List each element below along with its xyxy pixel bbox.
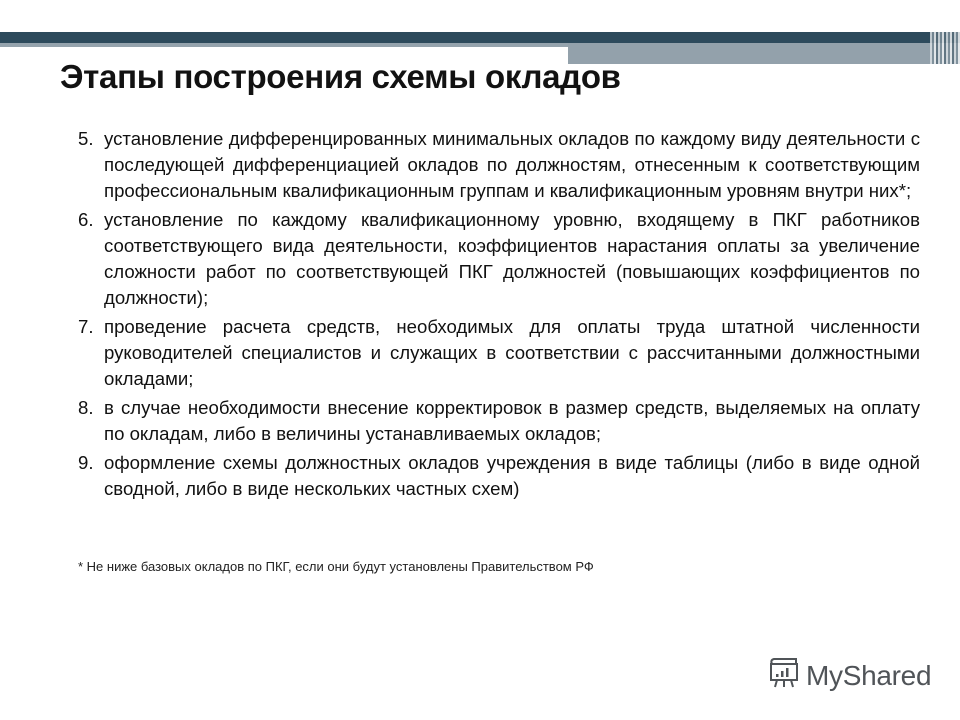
header-bar-thin [0,43,568,47]
item-text: установление дифференцированных минимальных окладов по каждому виду деятельности с последующей дифференциацией окладов по должностям, отнесенным к соответствующим профессиональным квалификационным группам и квалификационным уровням внутри них*; [104,128,920,201]
list-item [78,395,920,447]
item-number: 6. [78,209,94,230]
slide-title: Этапы построения схемы окладов [60,58,621,95]
header-bar-light [568,43,960,64]
item-text: оформление схемы должностных окладов учреждения в виде таблицы (либо в виде одной сводной, либо в виде нескольких частных схем) [104,452,920,499]
item-text: проведение расчета средств, необходимых для оплаты труда штатной численности руководителей специалистов и служащих в соответствии с рассчитанными должностными окладами; [104,316,920,389]
list-item [78,207,920,311]
watermark-label: MyShared [806,659,932,691]
steps-list [78,126,920,505]
list-item [78,126,920,204]
item-text: установление по каждому квалификационному уровню, входящему в ПКГ работников соответствующего вида деятельности, коэффициентов нарастания оплаты за увеличение сложности работ по соответствующей ПКГ должностей (повышающих коэффициентов по должности); [104,209,920,308]
list-item [78,314,920,392]
item-number: 8. [78,397,94,418]
header-bar-dark [0,32,960,43]
header-stripes [930,32,960,64]
watermark [766,656,931,695]
item-text: в случае необходимости внесение корректировок в размер средств, выделяемых на оплату по окладам, либо в величины устанавливаемых окладов; [104,397,920,444]
item-number: 7. [78,316,94,337]
footnote: * Не ниже базовых окладов по ПКГ, если они будут установлены Правительством РФ [78,559,594,574]
presentation-board-icon [766,656,800,695]
item-number: 9. [78,452,94,473]
list-item [78,450,920,502]
item-number: 5. [78,128,94,149]
